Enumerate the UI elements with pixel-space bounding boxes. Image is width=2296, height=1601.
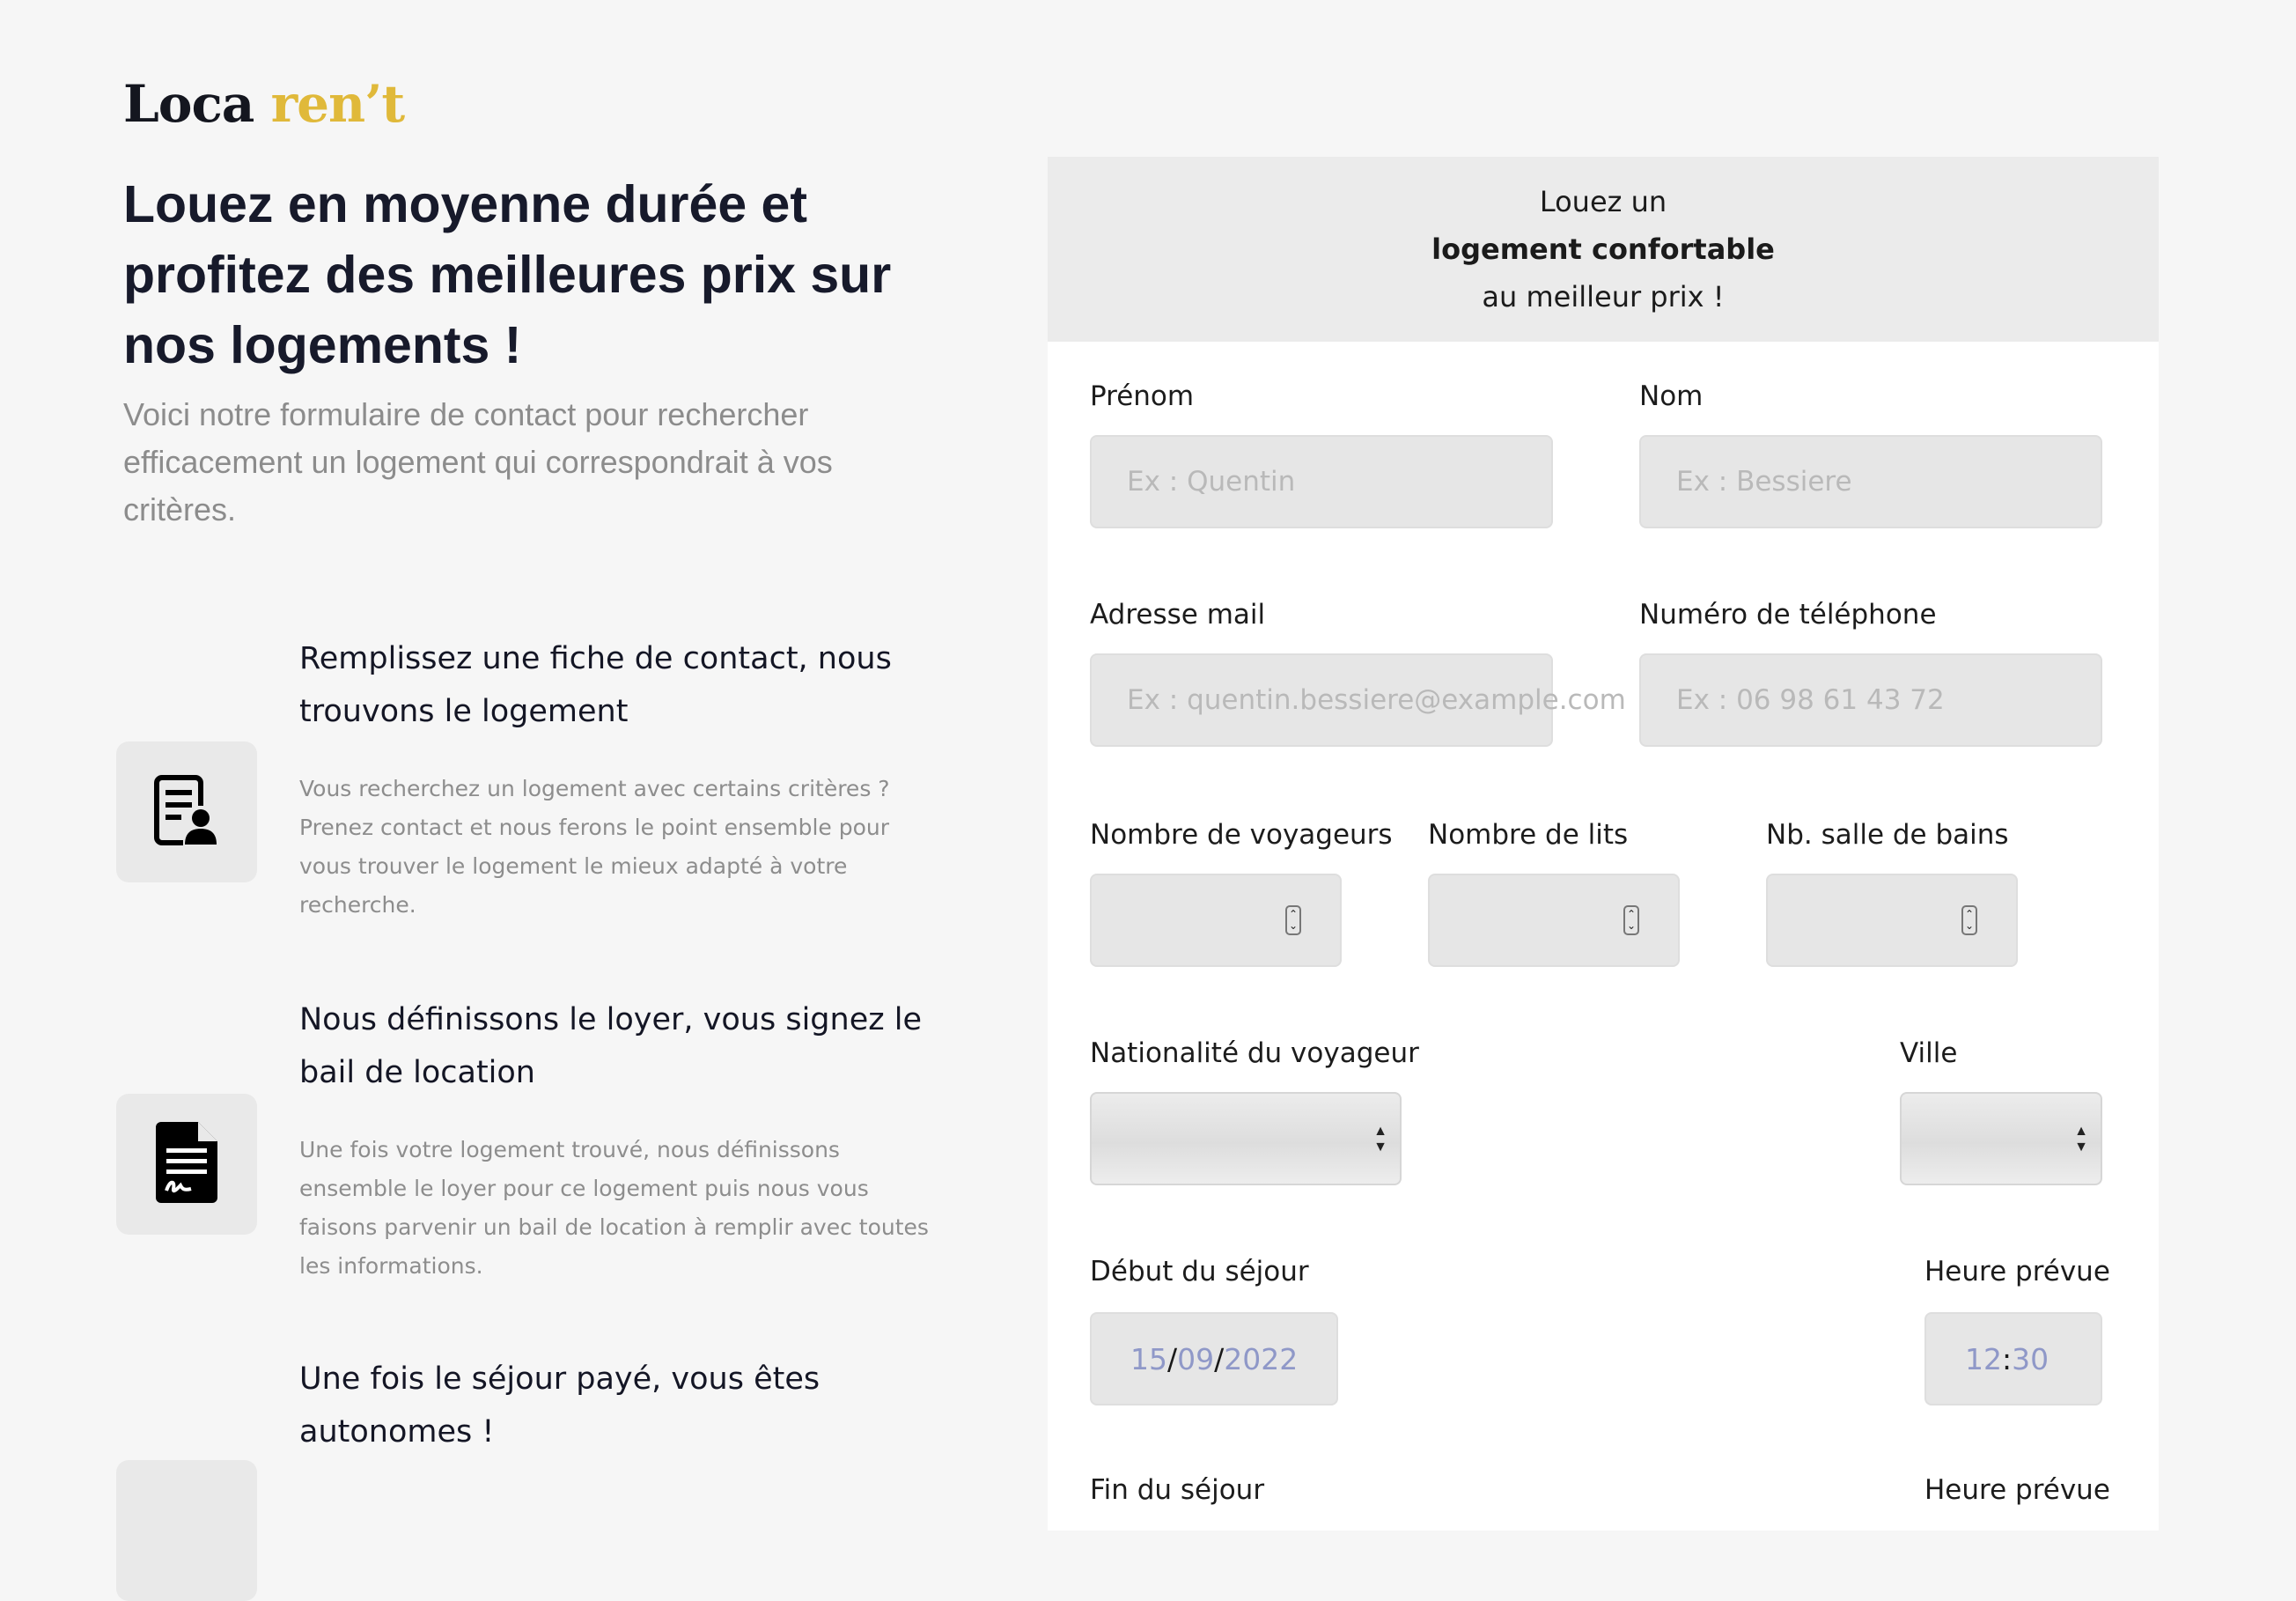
step-icon-box	[116, 1460, 257, 1601]
firstname-label: Prénom	[1090, 380, 1195, 412]
end-time-label: Heure prévue	[1924, 1474, 2110, 1506]
nationality-select[interactable]	[1090, 1092, 1402, 1185]
step-icon-box	[116, 1094, 257, 1235]
stepper-arrows-icon[interactable]: ⌃ ⌄	[1285, 905, 1301, 935]
contact-form-icon	[155, 774, 218, 851]
start-date-label: Début du séjour	[1090, 1256, 1309, 1287]
city-select[interactable]	[1900, 1092, 2102, 1185]
lastname-label: Nom	[1639, 380, 1704, 412]
start-date-input[interactable]	[1090, 1312, 1338, 1405]
step-title: Une fois le séjour payé, vous êtes autonomes !	[299, 1361, 821, 1450]
phone-input[interactable]: Ex : 06 98 61 43 72	[1639, 653, 2102, 747]
form-header-line2: logement confortable	[1431, 232, 1775, 266]
bathrooms-label: Nb. salle de bains	[1766, 819, 2009, 851]
step-title: Nous définissons le loyer, vous signez le bail de location	[299, 1002, 922, 1090]
travelers-stepper[interactable]	[1090, 874, 1342, 967]
signed-document-icon	[156, 1122, 217, 1207]
step-lease	[116, 993, 929, 1293]
brand-name-part1: Loca	[123, 74, 254, 134]
stepper-arrows-icon[interactable]: ⌃ ⌄	[1623, 905, 1639, 935]
start-time-input[interactable]	[1924, 1312, 2102, 1405]
form-header-line1: Louez un	[1539, 185, 1667, 218]
stepper-arrows-icon[interactable]: ⌃ ⌄	[1961, 905, 1977, 935]
step-text: Une fois votre logement trouvé, nous définissons ensemble le loyer pour ce logement puis nous vous faisons parvenir un bail de location à remplir avec toutes les informations.	[299, 1137, 929, 1279]
step-contact	[116, 632, 926, 932]
city-label: Ville	[1900, 1037, 1958, 1069]
beds-stepper[interactable]	[1428, 874, 1680, 967]
start-day[interactable]: 15	[1130, 1341, 1167, 1376]
firstname-input[interactable]: Ex : Quentin	[1090, 435, 1553, 528]
start-minute[interactable]: 30	[2012, 1341, 2049, 1376]
start-month[interactable]: 09	[1177, 1341, 1215, 1376]
start-time-label: Heure prévue	[1924, 1256, 2110, 1287]
email-label: Adresse mail	[1090, 599, 1266, 631]
brand-logo[interactable]	[123, 74, 404, 134]
hero-subtitle: Voici notre formulaire de contact pour rechercher efficacement un logement qui correspondrait à vos critères.	[123, 396, 833, 528]
step-icon-box	[116, 741, 257, 882]
end-date-label: Fin du séjour	[1090, 1474, 1265, 1506]
lastname-input[interactable]: Ex : Bessiere	[1639, 435, 2102, 528]
date-separator: /	[1167, 1341, 1178, 1376]
select-arrows-icon: ▲ ▼	[2074, 1124, 2088, 1155]
step-title: Remplissez une fiche de contact, nous trouvons le logement	[299, 641, 892, 729]
contact-form-card	[1048, 157, 2159, 1531]
form-header	[1048, 157, 2159, 342]
start-year[interactable]: 2022	[1224, 1341, 1299, 1376]
phone-label: Numéro de téléphone	[1639, 599, 1937, 631]
step-text: Vous recherchez un logement avec certains critères ? Prenez contact et nous ferons le point ensemble pour vous trouver le logement le mieux adapté à votre recherche.	[299, 776, 890, 918]
email-input[interactable]: Ex : quentin.bessiere@example.com	[1090, 653, 1553, 747]
nationality-label: Nationalité du voyageur	[1090, 1037, 1419, 1069]
select-arrows-icon: ▲ ▼	[1373, 1124, 1387, 1155]
beds-label: Nombre de lits	[1428, 819, 1629, 851]
date-separator: /	[1214, 1341, 1225, 1376]
bathrooms-stepper[interactable]	[1766, 874, 2018, 967]
time-separator: :	[2002, 1341, 2013, 1376]
hero-title: Louez en moyenne durée et profitez des meilleures prix sur nos logements !	[123, 175, 892, 374]
start-hour[interactable]: 12	[1965, 1341, 2002, 1376]
travelers-label: Nombre de voyageurs	[1090, 819, 1393, 851]
brand-name-part2: ren’t	[270, 74, 405, 134]
form-header-line3: au meilleur prix !	[1482, 280, 1725, 314]
step-autonomous	[116, 1353, 926, 1497]
